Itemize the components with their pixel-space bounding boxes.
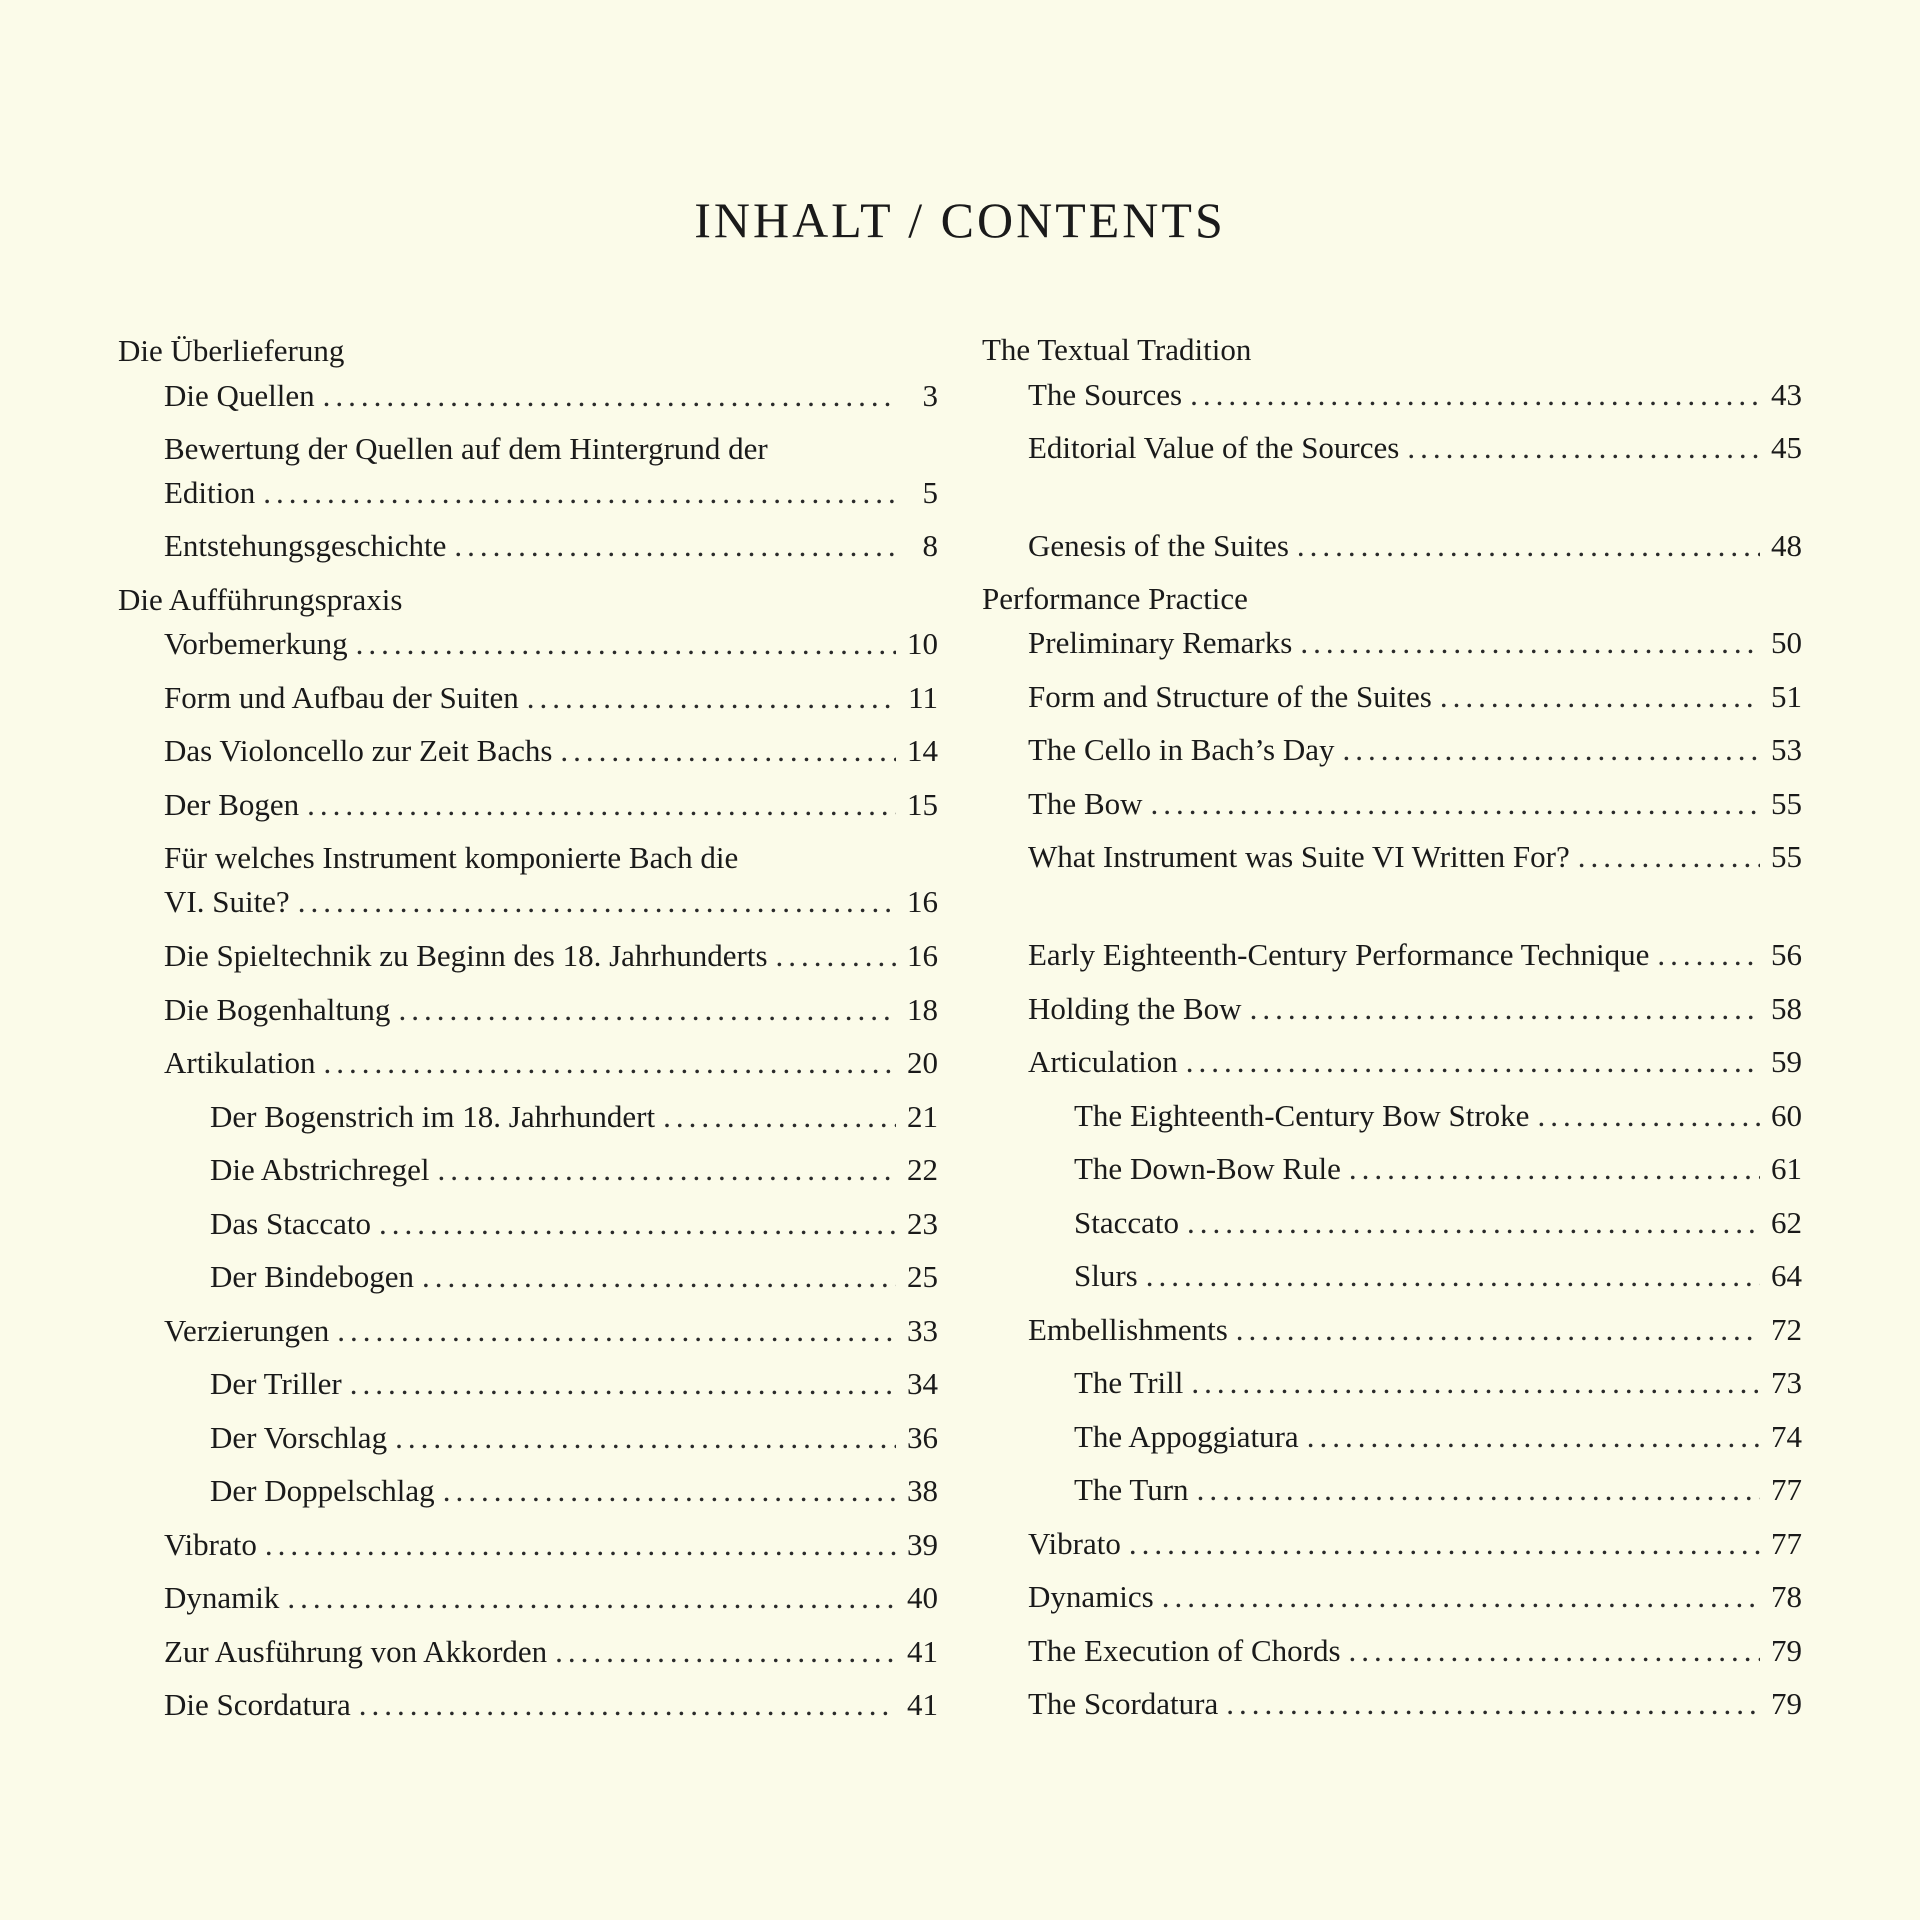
toc-entry[interactable] bbox=[164, 729, 938, 773]
page-number: 25 bbox=[907, 1259, 938, 1294]
entry-title: Der Doppelschlag bbox=[210, 1473, 435, 1508]
toc-subentry[interactable] bbox=[210, 1202, 938, 1246]
section-heading: Die Überlieferung bbox=[118, 333, 345, 368]
page-number: 39 bbox=[907, 1527, 938, 1562]
dot-leader bbox=[438, 1148, 896, 1192]
toc-entry[interactable] bbox=[164, 1630, 938, 1674]
dot-leader bbox=[1297, 524, 1760, 568]
dot-leader bbox=[1407, 426, 1760, 470]
toc-entry[interactable] bbox=[164, 374, 938, 418]
toc-entry[interactable] bbox=[164, 1041, 938, 1085]
page-number: 53 bbox=[1771, 732, 1802, 767]
entry-title: The Execution of Chords bbox=[1028, 1633, 1341, 1668]
dot-leader bbox=[663, 1095, 896, 1139]
dot-leader bbox=[398, 988, 896, 1032]
page-number: 10 bbox=[907, 626, 938, 661]
page-number: 56 bbox=[1771, 937, 1802, 972]
page-number: 60 bbox=[1771, 1098, 1802, 1133]
dot-leader bbox=[776, 934, 896, 978]
toc-entry[interactable] bbox=[164, 1309, 938, 1353]
entry-title: Staccato bbox=[1074, 1205, 1180, 1240]
toc-entry[interactable] bbox=[1028, 933, 1802, 977]
toc-subentry[interactable] bbox=[210, 1469, 938, 1513]
entry-title: Das Violoncello zur Zeit Bachs bbox=[164, 733, 553, 768]
page-number: 18 bbox=[907, 992, 938, 1027]
toc-entry[interactable] bbox=[164, 934, 938, 978]
dot-leader bbox=[560, 729, 896, 773]
page-number: 58 bbox=[1771, 991, 1802, 1026]
page-number: 5 bbox=[922, 475, 938, 510]
dot-leader bbox=[395, 1416, 896, 1460]
entry-title: Articulation bbox=[1028, 1044, 1178, 1079]
dot-leader bbox=[379, 1202, 896, 1246]
toc-entry[interactable] bbox=[1028, 373, 1802, 417]
page-title: INHALT / CONTENTS bbox=[694, 192, 1226, 248]
dot-leader bbox=[454, 524, 896, 568]
dot-leader bbox=[1578, 835, 1760, 879]
entry-title: Preliminary Remarks bbox=[1028, 625, 1293, 660]
toc-subentry[interactable] bbox=[1074, 1415, 1802, 1459]
entry-title: Genesis of the Suites bbox=[1028, 528, 1289, 563]
entry-title: The Eighteenth-Century Bow Stroke bbox=[1074, 1098, 1530, 1133]
entry-title: The Appoggiatura bbox=[1074, 1419, 1299, 1454]
toc-entry[interactable] bbox=[164, 1683, 938, 1727]
page-number: 16 bbox=[907, 938, 938, 973]
toc-subentry[interactable] bbox=[1074, 1468, 1802, 1512]
dot-leader bbox=[287, 1576, 896, 1620]
dot-leader bbox=[1190, 373, 1760, 417]
dot-leader bbox=[1250, 987, 1760, 1031]
dot-leader bbox=[1300, 621, 1760, 665]
page-number: 38 bbox=[907, 1473, 938, 1508]
entry-title: Die Abstrichregel bbox=[210, 1152, 430, 1187]
toc-entry[interactable] bbox=[164, 988, 938, 1032]
toc-entry[interactable] bbox=[1028, 1575, 1802, 1619]
dot-leader bbox=[1191, 1361, 1760, 1405]
toc-subentry[interactable] bbox=[210, 1416, 938, 1460]
dot-leader bbox=[323, 374, 896, 418]
entry-title: Dynamik bbox=[164, 1580, 280, 1615]
page-number: 15 bbox=[907, 787, 938, 822]
dot-leader bbox=[1349, 1147, 1760, 1191]
entry-title: Editorial Value of the Sources bbox=[1028, 430, 1400, 465]
entry-title: The Sources bbox=[1028, 377, 1183, 412]
dot-leader bbox=[1146, 1254, 1760, 1298]
entry-title: Vibrato bbox=[164, 1527, 257, 1562]
page-number: 79 bbox=[1771, 1686, 1802, 1721]
toc-entry[interactable] bbox=[1028, 728, 1802, 772]
page-number: 40 bbox=[907, 1580, 938, 1615]
entry-title: Form und Aufbau der Suiten bbox=[164, 680, 519, 715]
toc-entry[interactable] bbox=[1028, 621, 1802, 665]
page-number: 11 bbox=[908, 680, 938, 715]
toc-entry[interactable] bbox=[164, 836, 938, 924]
entry-title: Edition bbox=[164, 475, 256, 510]
entry-title: Die Bogenhaltung bbox=[164, 992, 391, 1027]
entry-title: The Turn bbox=[1074, 1472, 1189, 1507]
entry-title: Dynamics bbox=[1028, 1579, 1154, 1614]
entry-title: Zur Ausführung von Akkorden bbox=[164, 1634, 548, 1669]
page-number: 16 bbox=[907, 884, 938, 919]
page-number: 64 bbox=[1771, 1258, 1802, 1293]
toc-subentry[interactable] bbox=[210, 1255, 938, 1299]
page-number: 43 bbox=[1771, 377, 1802, 412]
entry-title: Embellishments bbox=[1028, 1312, 1228, 1347]
dot-leader bbox=[265, 1523, 896, 1567]
page-number: 23 bbox=[907, 1206, 938, 1241]
toc-entry[interactable] bbox=[164, 1523, 938, 1567]
toc-entry[interactable] bbox=[1028, 524, 1802, 568]
entry-title-line: Für welches Instrument komponierte Bach die bbox=[164, 840, 739, 875]
page-number: 77 bbox=[1771, 1472, 1802, 1507]
dot-leader bbox=[1349, 1629, 1760, 1673]
dot-leader bbox=[1162, 1575, 1760, 1619]
dot-leader bbox=[527, 676, 896, 720]
dot-leader bbox=[359, 1683, 896, 1727]
toc-entry[interactable] bbox=[164, 524, 938, 568]
section-heading: Performance Practice bbox=[982, 581, 1248, 616]
page-number: 78 bbox=[1771, 1579, 1802, 1614]
entry-title: Holding the Bow bbox=[1028, 991, 1242, 1026]
dot-leader bbox=[1226, 1682, 1760, 1726]
page-number: 79 bbox=[1771, 1633, 1802, 1668]
dot-leader bbox=[1307, 1415, 1760, 1459]
page-number: 62 bbox=[1771, 1205, 1802, 1240]
page-number: 8 bbox=[922, 528, 938, 563]
entry-title: Vorbemerkung bbox=[164, 626, 348, 661]
dot-leader bbox=[1187, 1201, 1760, 1245]
page-number: 36 bbox=[907, 1420, 938, 1455]
page-number: 41 bbox=[907, 1634, 938, 1669]
entry-title: Der Bogenstrich im 18. Jahrhundert bbox=[210, 1099, 656, 1134]
entry-title: The Bow bbox=[1028, 786, 1143, 821]
entry-title: Early Eighteenth-Century Performance Technique bbox=[1028, 937, 1650, 972]
dot-leader bbox=[298, 880, 896, 924]
dot-leader bbox=[1537, 1094, 1760, 1138]
toc-subentry[interactable] bbox=[210, 1148, 938, 1192]
toc-entry[interactable] bbox=[1028, 987, 1802, 1031]
entry-title: Die Spieltechnik zu Beginn des 18. Jahrhunderts bbox=[164, 938, 768, 973]
toc-entry[interactable] bbox=[1028, 1522, 1802, 1566]
page-number: 22 bbox=[907, 1152, 938, 1187]
toc-entry[interactable] bbox=[1028, 1040, 1802, 1084]
entry-title: VI. Suite? bbox=[164, 884, 290, 919]
entry-title: Vibrato bbox=[1028, 1526, 1121, 1561]
toc-entry[interactable] bbox=[1028, 782, 1802, 826]
entry-title: Der Bindebogen bbox=[210, 1259, 415, 1294]
entry-title: Form and Structure of the Suites bbox=[1028, 679, 1432, 714]
entry-title: Verzierungen bbox=[164, 1313, 330, 1348]
page-number: 73 bbox=[1771, 1365, 1802, 1400]
page-number: 50 bbox=[1771, 625, 1802, 660]
page-number: 74 bbox=[1771, 1419, 1802, 1454]
entry-title-line: Bewertung der Quellen auf dem Hintergrund der bbox=[164, 431, 768, 466]
dot-leader bbox=[324, 1041, 896, 1085]
dot-leader bbox=[1440, 675, 1760, 719]
dot-leader bbox=[1151, 782, 1760, 826]
page-number: 61 bbox=[1771, 1151, 1802, 1186]
dot-leader bbox=[356, 622, 896, 666]
entry-title: Artikulation bbox=[164, 1045, 316, 1080]
toc-subentry[interactable] bbox=[1074, 1361, 1802, 1405]
dot-leader bbox=[350, 1362, 896, 1406]
entry-title: The Scordatura bbox=[1028, 1686, 1219, 1721]
toc-subentry[interactable] bbox=[210, 1095, 938, 1139]
dot-leader bbox=[1197, 1468, 1760, 1512]
toc-entry[interactable] bbox=[1028, 426, 1802, 470]
dot-leader bbox=[263, 471, 896, 515]
page-number: 45 bbox=[1771, 430, 1802, 465]
toc-entry[interactable] bbox=[1028, 1308, 1802, 1352]
entry-title: What Instrument was Suite VI Written For? bbox=[1028, 839, 1570, 874]
section-heading: The Textual Tradition bbox=[982, 332, 1252, 367]
page-number: 77 bbox=[1771, 1526, 1802, 1561]
dot-leader bbox=[1186, 1040, 1760, 1084]
entry-title: Der Bogen bbox=[164, 787, 300, 822]
page-number: 55 bbox=[1771, 786, 1802, 821]
entry-title: Das Staccato bbox=[210, 1206, 371, 1241]
page-number: 55 bbox=[1771, 839, 1802, 874]
toc-subentry[interactable] bbox=[1074, 1147, 1802, 1191]
page-number: 33 bbox=[907, 1313, 938, 1348]
page-number: 48 bbox=[1771, 528, 1802, 563]
toc-entry[interactable] bbox=[1028, 1682, 1802, 1726]
entry-title: Entstehungsgeschichte bbox=[164, 528, 447, 563]
toc-entry[interactable] bbox=[1028, 835, 1802, 879]
toc-entry[interactable] bbox=[164, 1576, 938, 1620]
dot-leader bbox=[1236, 1308, 1760, 1352]
page-number: 20 bbox=[907, 1045, 938, 1080]
entry-title: Die Scordatura bbox=[164, 1687, 351, 1722]
entry-title: Slurs bbox=[1074, 1258, 1138, 1293]
page-number: 59 bbox=[1771, 1044, 1802, 1079]
toc-subentry[interactable] bbox=[1074, 1094, 1802, 1138]
dot-leader bbox=[1129, 1522, 1760, 1566]
page-number: 21 bbox=[907, 1099, 938, 1134]
toc-entry[interactable] bbox=[1028, 675, 1802, 719]
dot-leader bbox=[337, 1309, 896, 1353]
toc-subentry[interactable] bbox=[1074, 1254, 1802, 1298]
toc-entry[interactable] bbox=[164, 676, 938, 720]
section-heading: Die Aufführungspraxis bbox=[118, 582, 403, 617]
toc-entry[interactable] bbox=[1028, 1629, 1802, 1673]
dot-leader bbox=[1343, 728, 1761, 772]
entry-title: Der Triller bbox=[210, 1366, 342, 1401]
dot-leader bbox=[1657, 933, 1760, 977]
toc-subentry[interactable] bbox=[1074, 1201, 1802, 1245]
dot-leader bbox=[307, 783, 896, 827]
entry-title: The Trill bbox=[1074, 1365, 1184, 1400]
toc-entry[interactable] bbox=[164, 783, 938, 827]
page-number: 51 bbox=[1771, 679, 1802, 714]
toc-entry[interactable] bbox=[164, 427, 938, 515]
toc-entry[interactable] bbox=[164, 622, 938, 666]
dot-leader bbox=[555, 1630, 896, 1674]
dot-leader bbox=[443, 1469, 896, 1513]
entry-title: The Down-Bow Rule bbox=[1074, 1151, 1341, 1186]
toc-subentry[interactable] bbox=[210, 1362, 938, 1406]
entry-title: Die Quellen bbox=[164, 378, 315, 413]
page-number: 72 bbox=[1771, 1312, 1802, 1347]
entry-title: Der Vorschlag bbox=[210, 1420, 388, 1455]
dot-leader bbox=[422, 1255, 896, 1299]
page-number: 3 bbox=[922, 378, 938, 413]
entry-title: The Cello in Bach’s Day bbox=[1028, 732, 1335, 767]
page-number: 34 bbox=[907, 1366, 938, 1401]
page-number: 41 bbox=[907, 1687, 938, 1722]
page-number: 14 bbox=[907, 733, 938, 768]
